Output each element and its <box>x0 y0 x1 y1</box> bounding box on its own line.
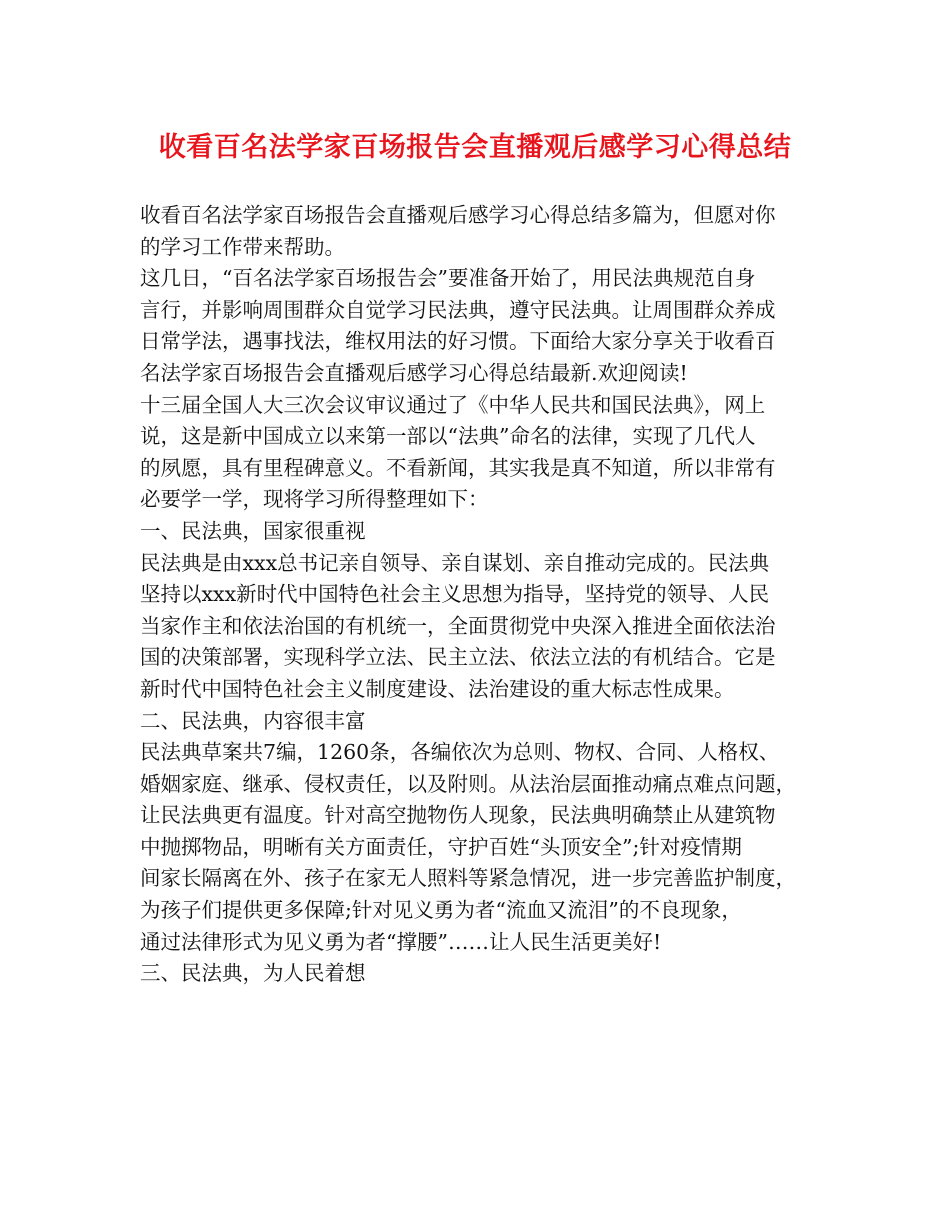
text-line: 中抛掷物品，明晰有关方面责任，守护百姓“头顶安全”;针对疫情期 <box>140 834 742 859</box>
text-line: 十三届全国人大三次会议审议通过了《中华人民共和国民法典》，网上 <box>140 392 766 417</box>
section-heading: 一、民法典，国家很重视 <box>140 518 366 543</box>
text-line: 必要学一学，现将学习所得整理如下： <box>140 487 489 512</box>
section-heading: 二、民法典，内容很丰富 <box>140 708 366 733</box>
text-line: 民法典是由xxx总书记亲自领导、亲自谋划、亲自推动完成的。民法典 <box>140 550 770 575</box>
text-line: 让民法典更有温度。针对高空抛物伤人现象，民法典明确禁止从建筑物 <box>140 803 776 828</box>
text-line: 日常学法，遇事找法，维权用法的好习惯。下面给大家分享关于收看百 <box>140 329 776 354</box>
text-line: 的学习工作带来帮助。 <box>140 234 345 259</box>
text-line: 的夙愿，具有里程碑意义。不看新闻，其实我是真不知道，所以非常有 <box>140 455 776 480</box>
text-line: 新时代中国特色社会主义制度建设、法治建设的重大标志性成果。 <box>140 676 735 701</box>
text-line: 这几日，“百名法学家百场报告会”要准备开始了，用民法典规范自身 <box>140 266 756 291</box>
text-line: 言行，并影响周围群众自觉学习民法典，遵守民法典。让周围群众养成 <box>140 297 776 322</box>
document-title: 收看百名法学家百场报告会直播观后感学习心得总结 <box>158 132 792 163</box>
text-line: 通过法律形式为见义勇为者“撑腰”……让人民生活更美好! <box>140 929 662 954</box>
text-line: 名法学家百场报告会直播观后感学习心得总结最新.欢迎阅读! <box>140 360 688 385</box>
text-line: 当家作主和依法治国的有机统一，全面贯彻党中央深入推进全面依法治 <box>140 613 776 638</box>
text-line: 间家长隔离在外、孩子在家无人照料等紧急情况，进一步完善监护制度， <box>140 866 796 891</box>
text-line: 婚姻家庭、继承、侵权责任，以及附则。从法治层面推动痛点难点问题， <box>140 771 796 796</box>
text-line: 民法典草案共7编，1260条，各编依次为总则、物权、合同、人格权、 <box>140 740 780 765</box>
text-line: 说，这是新中国成立以来第一部以“法典”命名的法律，实现了几代人 <box>140 424 756 449</box>
text-line: 为孩子们提供更多保障;针对见义勇为者“流血又流泪”的不良现象， <box>140 898 742 923</box>
text-line: 国的决策部署，实现科学立法、民主立法、依法立法的有机结合。它是 <box>140 645 776 670</box>
document-body <box>140 200 820 990</box>
text-line: 坚持以xxx新时代中国特色社会主义思想为指导，坚持党的领导、人民 <box>140 582 770 607</box>
section-heading: 三、民法典，为人民着想 <box>140 961 366 986</box>
text-line: 收看百名法学家百场报告会直播观后感学习心得总结多篇为，但愿对你 <box>140 203 776 227</box>
